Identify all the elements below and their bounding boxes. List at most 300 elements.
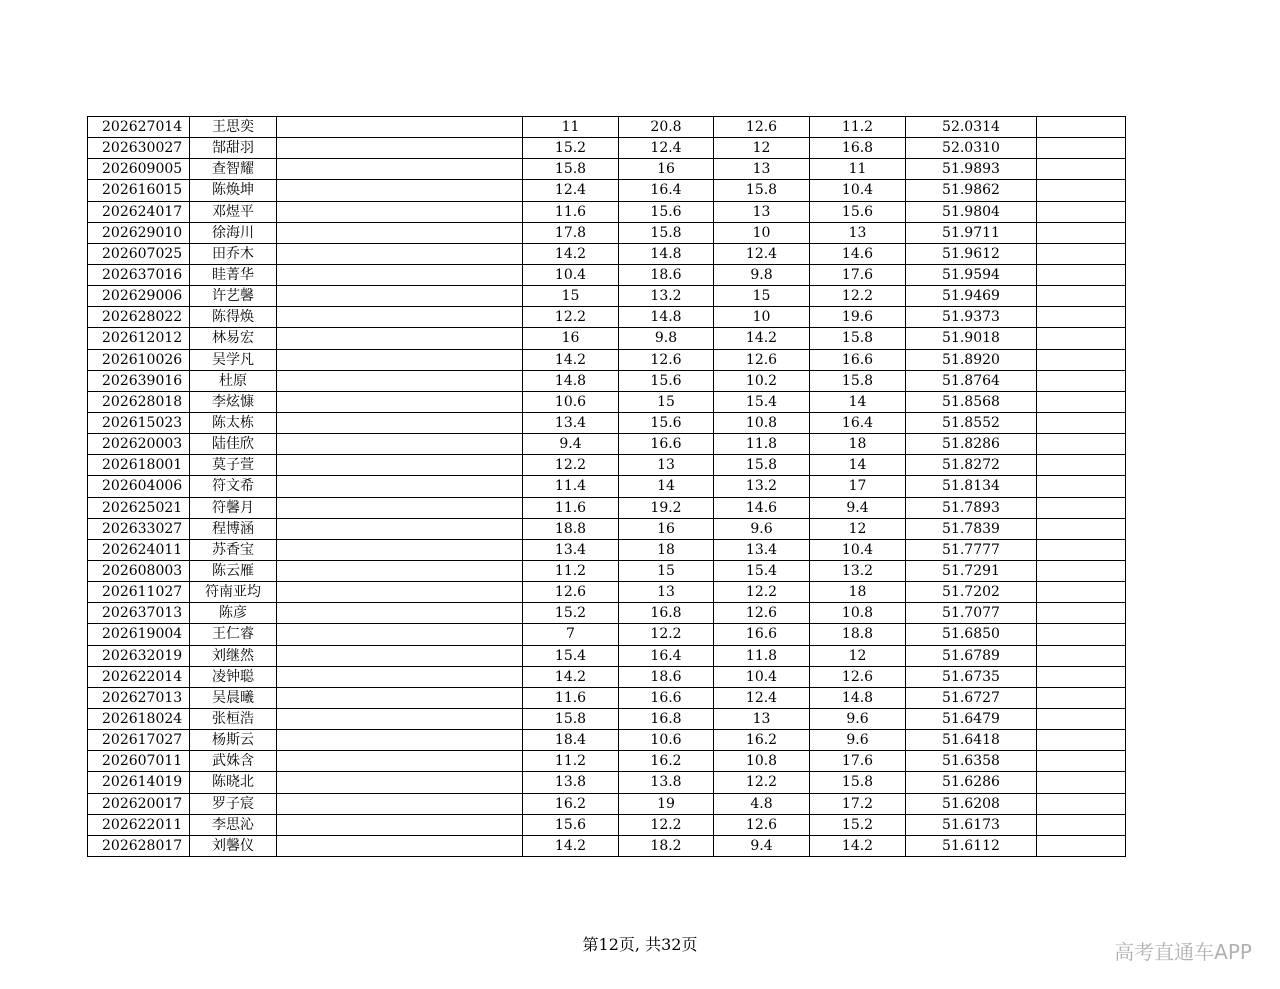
score-cell-1: 12.2: [523, 307, 619, 328]
blank-cell: [277, 349, 523, 370]
remark-cell: [1037, 391, 1126, 412]
score-cell-1: 7: [523, 624, 619, 645]
score-cell-3: 14.2: [714, 328, 810, 349]
remark-cell: [1037, 518, 1126, 539]
score-cell-4: 18: [810, 582, 906, 603]
remark-cell: [1037, 222, 1126, 243]
table-row: [88, 117, 1126, 138]
remark-cell: [1037, 582, 1126, 603]
blank-cell: [277, 222, 523, 243]
score-cell-3: 9.6: [714, 518, 810, 539]
score-cell-3: 10.8: [714, 751, 810, 772]
blank-cell: [277, 264, 523, 285]
score-cell-4: 11: [810, 159, 906, 180]
score-cell-2: 16.2: [619, 751, 714, 772]
score-cell-3: 12.4: [714, 243, 810, 264]
score-cell-3: 12: [714, 138, 810, 159]
score-cell-4: 14.6: [810, 243, 906, 264]
score-cell-1: 14.2: [523, 835, 619, 856]
score-cell-2: 16.4: [619, 645, 714, 666]
remark-cell: [1037, 159, 1126, 180]
score-cell-3: 11.8: [714, 434, 810, 455]
table-body: [88, 117, 1126, 857]
score-cell-1: 9.4: [523, 434, 619, 455]
table-row: [88, 138, 1126, 159]
table-row: [88, 539, 1126, 560]
table-row: [88, 201, 1126, 222]
student-id-cell: 202618001: [88, 455, 190, 476]
score-cell-2: 15.6: [619, 370, 714, 391]
score-cell-4: 10.8: [810, 603, 906, 624]
score-cell-3: 15.8: [714, 455, 810, 476]
total-score-cell: 51.9373: [906, 307, 1037, 328]
score-cell-2: 16: [619, 518, 714, 539]
remark-cell: [1037, 264, 1126, 285]
score-cell-2: 18.6: [619, 264, 714, 285]
score-cell-1: 18.8: [523, 518, 619, 539]
blank-cell: [277, 497, 523, 518]
score-cell-2: 16.6: [619, 687, 714, 708]
score-cell-4: 17: [810, 476, 906, 497]
score-cell-3: 13.4: [714, 539, 810, 560]
score-cell-4: 15.6: [810, 201, 906, 222]
score-cell-3: 13: [714, 708, 810, 729]
blank-cell: [277, 412, 523, 433]
student-name-cell: 王仁睿: [190, 624, 277, 645]
total-score-cell: 51.8134: [906, 476, 1037, 497]
remark-cell: [1037, 730, 1126, 751]
total-score-cell: 51.7777: [906, 539, 1037, 560]
student-name-cell: 李炫慷: [190, 391, 277, 412]
student-name-cell: 杜原: [190, 370, 277, 391]
score-cell-1: 15.2: [523, 138, 619, 159]
student-id-cell: 202612012: [88, 328, 190, 349]
student-name-cell: 邓煜平: [190, 201, 277, 222]
total-score-cell: 51.9469: [906, 286, 1037, 307]
student-id-cell: 202611027: [88, 582, 190, 603]
score-cell-3: 13.2: [714, 476, 810, 497]
page-number: 第12页, 共32页: [582, 935, 698, 954]
score-cell-1: 12.4: [523, 180, 619, 201]
student-name-cell: 凌钟聪: [190, 666, 277, 687]
score-cell-1: 12.6: [523, 582, 619, 603]
remark-cell: [1037, 666, 1126, 687]
blank-cell: [277, 476, 523, 497]
student-id-cell: 202628018: [88, 391, 190, 412]
blank-cell: [277, 582, 523, 603]
student-id-cell: 202608003: [88, 560, 190, 581]
score-cell-3: 13: [714, 159, 810, 180]
remark-cell: [1037, 434, 1126, 455]
student-id-cell: 202627014: [88, 117, 190, 138]
score-cell-2: 16.8: [619, 603, 714, 624]
score-cell-2: 15: [619, 391, 714, 412]
remark-cell: [1037, 349, 1126, 370]
student-name-cell: 张桓浩: [190, 708, 277, 729]
score-cell-1: 14.2: [523, 349, 619, 370]
student-id-cell: 202639016: [88, 370, 190, 391]
remark-cell: [1037, 243, 1126, 264]
score-cell-4: 15.8: [810, 772, 906, 793]
score-cell-3: 14.6: [714, 497, 810, 518]
table-row: [88, 666, 1126, 687]
student-id-cell: 202620017: [88, 793, 190, 814]
table-row: [88, 560, 1126, 581]
student-name-cell: 符南亚均: [190, 582, 277, 603]
student-id-cell: 202609005: [88, 159, 190, 180]
blank-cell: [277, 772, 523, 793]
table-row: [88, 349, 1126, 370]
score-cell-2: 16: [619, 159, 714, 180]
score-cell-3: 11.8: [714, 645, 810, 666]
score-cell-2: 18.6: [619, 666, 714, 687]
score-cell-4: 10.4: [810, 180, 906, 201]
student-id-cell: 202620003: [88, 434, 190, 455]
score-cell-4: 13.2: [810, 560, 906, 581]
score-cell-3: 12.6: [714, 117, 810, 138]
blank-cell: [277, 687, 523, 708]
score-cell-4: 18.8: [810, 624, 906, 645]
score-cell-2: 13: [619, 582, 714, 603]
total-score-cell: 51.8764: [906, 370, 1037, 391]
student-name-cell: 许艺馨: [190, 286, 277, 307]
blank-cell: [277, 645, 523, 666]
score-cell-4: 10.4: [810, 539, 906, 560]
score-cell-3: 15: [714, 286, 810, 307]
total-score-cell: 51.9893: [906, 159, 1037, 180]
blank-cell: [277, 159, 523, 180]
table-row: [88, 307, 1126, 328]
table-row: [88, 434, 1126, 455]
blank-cell: [277, 180, 523, 201]
score-cell-1: 18.4: [523, 730, 619, 751]
remark-cell: [1037, 624, 1126, 645]
student-name-cell: 符馨月: [190, 497, 277, 518]
table-row: [88, 391, 1126, 412]
student-name-cell: 杨斯云: [190, 730, 277, 751]
table-row: [88, 497, 1126, 518]
score-cell-2: 12.4: [619, 138, 714, 159]
remark-cell: [1037, 645, 1126, 666]
student-id-cell: 202616015: [88, 180, 190, 201]
total-score-cell: 51.7893: [906, 497, 1037, 518]
blank-cell: [277, 814, 523, 835]
table-row: [88, 412, 1126, 433]
remark-cell: [1037, 793, 1126, 814]
student-name-cell: 罗子宸: [190, 793, 277, 814]
student-id-cell: 202630027: [88, 138, 190, 159]
score-cell-1: 11.2: [523, 751, 619, 772]
student-id-cell: 202604006: [88, 476, 190, 497]
score-cell-2: 14.8: [619, 307, 714, 328]
score-cell-2: 10.6: [619, 730, 714, 751]
student-id-cell: 202619004: [88, 624, 190, 645]
score-cell-1: 11.4: [523, 476, 619, 497]
student-name-cell: 符文希: [190, 476, 277, 497]
score-cell-1: 11: [523, 117, 619, 138]
score-cell-2: 14: [619, 476, 714, 497]
blank-cell: [277, 624, 523, 645]
score-cell-4: 17.6: [810, 751, 906, 772]
table-row: [88, 264, 1126, 285]
score-cell-2: 18.2: [619, 835, 714, 856]
student-id-cell: 202617027: [88, 730, 190, 751]
student-id-cell: 202629010: [88, 222, 190, 243]
remark-cell: [1037, 476, 1126, 497]
blank-cell: [277, 434, 523, 455]
score-cell-2: 13.8: [619, 772, 714, 793]
table-row: [88, 328, 1126, 349]
total-score-cell: 51.6286: [906, 772, 1037, 793]
score-cell-2: 18: [619, 539, 714, 560]
blank-cell: [277, 117, 523, 138]
blank-cell: [277, 307, 523, 328]
total-score-cell: 51.6208: [906, 793, 1037, 814]
total-score-cell: 51.9612: [906, 243, 1037, 264]
student-id-cell: 202628022: [88, 307, 190, 328]
score-cell-3: 12.2: [714, 582, 810, 603]
score-cell-4: 12.2: [810, 286, 906, 307]
student-name-cell: 陈云雁: [190, 560, 277, 581]
total-score-cell: 51.6789: [906, 645, 1037, 666]
student-name-cell: 林易宏: [190, 328, 277, 349]
score-cell-1: 14.2: [523, 243, 619, 264]
remark-cell: [1037, 286, 1126, 307]
table-row: [88, 645, 1126, 666]
blank-cell: [277, 730, 523, 751]
score-cell-2: 15.8: [619, 222, 714, 243]
total-score-cell: 51.9862: [906, 180, 1037, 201]
score-cell-1: 11.6: [523, 687, 619, 708]
table-row: [88, 476, 1126, 497]
score-cell-2: 12.2: [619, 624, 714, 645]
score-cell-1: 11.6: [523, 497, 619, 518]
total-score-cell: 51.9594: [906, 264, 1037, 285]
score-cell-1: 15.4: [523, 645, 619, 666]
total-score-cell: 51.6735: [906, 666, 1037, 687]
score-cell-4: 14: [810, 455, 906, 476]
score-cell-3: 10.4: [714, 666, 810, 687]
score-cell-3: 12.6: [714, 603, 810, 624]
remark-cell: [1037, 560, 1126, 581]
blank-cell: [277, 835, 523, 856]
student-id-cell: 202614019: [88, 772, 190, 793]
score-cell-3: 15.4: [714, 560, 810, 581]
total-score-cell: 51.6727: [906, 687, 1037, 708]
score-cell-3: 16.2: [714, 730, 810, 751]
score-cell-1: 11.6: [523, 201, 619, 222]
total-score-cell: 51.6173: [906, 814, 1037, 835]
remark-cell: [1037, 201, 1126, 222]
student-name-cell: 郜甜羽: [190, 138, 277, 159]
total-score-cell: 51.7839: [906, 518, 1037, 539]
total-score-cell: 51.9804: [906, 201, 1037, 222]
score-cell-1: 13.4: [523, 412, 619, 433]
remark-cell: [1037, 307, 1126, 328]
table-row: [88, 751, 1126, 772]
blank-cell: [277, 328, 523, 349]
score-cell-4: 9.4: [810, 497, 906, 518]
blank-cell: [277, 286, 523, 307]
student-id-cell: 202627013: [88, 687, 190, 708]
score-cell-4: 11.2: [810, 117, 906, 138]
score-cell-2: 16.6: [619, 434, 714, 455]
student-id-cell: 202610026: [88, 349, 190, 370]
student-name-cell: 刘馨仪: [190, 835, 277, 856]
score-cell-3: 10.2: [714, 370, 810, 391]
table-row: [88, 835, 1126, 856]
total-score-cell: 51.6479: [906, 708, 1037, 729]
score-cell-1: 15: [523, 286, 619, 307]
score-cell-1: 10.4: [523, 264, 619, 285]
student-id-cell: 202622014: [88, 666, 190, 687]
student-name-cell: 眭菁华: [190, 264, 277, 285]
student-id-cell: 202618024: [88, 708, 190, 729]
student-id-cell: 202625021: [88, 497, 190, 518]
score-cell-4: 12.6: [810, 666, 906, 687]
score-cell-4: 19.6: [810, 307, 906, 328]
student-name-cell: 陈焕坤: [190, 180, 277, 201]
score-cell-1: 12.2: [523, 455, 619, 476]
blank-cell: [277, 666, 523, 687]
student-name-cell: 刘继然: [190, 645, 277, 666]
score-cell-4: 14.2: [810, 835, 906, 856]
score-cell-4: 13: [810, 222, 906, 243]
score-cell-3: 12.6: [714, 349, 810, 370]
score-cell-1: 16: [523, 328, 619, 349]
score-cell-2: 16.8: [619, 708, 714, 729]
table-row: [88, 708, 1126, 729]
blank-cell: [277, 201, 523, 222]
score-cell-3: 9.4: [714, 835, 810, 856]
student-name-cell: 李思沁: [190, 814, 277, 835]
score-cell-4: 16.6: [810, 349, 906, 370]
score-cell-2: 20.8: [619, 117, 714, 138]
remark-cell: [1037, 138, 1126, 159]
score-cell-4: 15.8: [810, 370, 906, 391]
score-cell-4: 14.8: [810, 687, 906, 708]
remark-cell: [1037, 370, 1126, 391]
table-row: [88, 687, 1126, 708]
total-score-cell: 51.8552: [906, 412, 1037, 433]
table-row: [88, 370, 1126, 391]
score-cell-3: 10: [714, 307, 810, 328]
score-cell-4: 9.6: [810, 730, 906, 751]
student-id-cell: 202624011: [88, 539, 190, 560]
score-cell-2: 14.8: [619, 243, 714, 264]
total-score-cell: 51.6850: [906, 624, 1037, 645]
student-id-cell: 202607011: [88, 751, 190, 772]
student-id-cell: 202624017: [88, 201, 190, 222]
table-row: [88, 243, 1126, 264]
table-row: [88, 624, 1126, 645]
blank-cell: [277, 370, 523, 391]
score-cell-1: 14.2: [523, 666, 619, 687]
blank-cell: [277, 391, 523, 412]
student-name-cell: 吴学凡: [190, 349, 277, 370]
student-id-cell: 202637013: [88, 603, 190, 624]
score-cell-3: 4.8: [714, 793, 810, 814]
remark-cell: [1037, 117, 1126, 138]
score-cell-4: 16.8: [810, 138, 906, 159]
student-id-cell: 202633027: [88, 518, 190, 539]
student-name-cell: 武姝含: [190, 751, 277, 772]
total-score-cell: 51.8568: [906, 391, 1037, 412]
remark-cell: [1037, 412, 1126, 433]
score-cell-1: 15.8: [523, 159, 619, 180]
total-score-cell: 51.7202: [906, 582, 1037, 603]
score-cell-2: 13.2: [619, 286, 714, 307]
score-cell-2: 15.6: [619, 201, 714, 222]
table-row: [88, 518, 1126, 539]
total-score-cell: 52.0314: [906, 117, 1037, 138]
blank-cell: [277, 751, 523, 772]
student-name-cell: 田乔木: [190, 243, 277, 264]
table-row: [88, 455, 1126, 476]
table-row: [88, 793, 1126, 814]
blank-cell: [277, 603, 523, 624]
score-cell-3: 15.8: [714, 180, 810, 201]
score-cell-2: 16.4: [619, 180, 714, 201]
student-id-cell: 202607025: [88, 243, 190, 264]
blank-cell: [277, 539, 523, 560]
student-name-cell: 陈太栋: [190, 412, 277, 433]
table-row: [88, 180, 1126, 201]
student-id-cell: 202622011: [88, 814, 190, 835]
score-cell-4: 18: [810, 434, 906, 455]
remark-cell: [1037, 751, 1126, 772]
student-name-cell: 莫子萱: [190, 455, 277, 476]
total-score-cell: 52.0310: [906, 138, 1037, 159]
table-row: [88, 286, 1126, 307]
remark-cell: [1037, 180, 1126, 201]
table-row: [88, 730, 1126, 751]
student-name-cell: 陆佳欣: [190, 434, 277, 455]
student-name-cell: 陈得焕: [190, 307, 277, 328]
student-id-cell: 202637016: [88, 264, 190, 285]
score-cell-4: 12: [810, 645, 906, 666]
watermark-logo-text: 高考直通车APP: [1114, 940, 1252, 964]
score-cell-3: 12.6: [714, 814, 810, 835]
score-cell-2: 9.8: [619, 328, 714, 349]
score-cell-2: 19: [619, 793, 714, 814]
score-cell-4: 17.6: [810, 264, 906, 285]
total-score-cell: 51.8920: [906, 349, 1037, 370]
blank-cell: [277, 243, 523, 264]
remark-cell: [1037, 455, 1126, 476]
total-score-cell: 51.9018: [906, 328, 1037, 349]
total-score-cell: 51.6358: [906, 751, 1037, 772]
score-cell-3: 16.6: [714, 624, 810, 645]
blank-cell: [277, 138, 523, 159]
student-name-cell: 徐海川: [190, 222, 277, 243]
student-name-cell: 陈晓北: [190, 772, 277, 793]
table-row: [88, 772, 1126, 793]
score-cell-1: 15.6: [523, 814, 619, 835]
table-row: [88, 814, 1126, 835]
student-id-cell: 202632019: [88, 645, 190, 666]
score-cell-4: 12: [810, 518, 906, 539]
blank-cell: [277, 793, 523, 814]
score-cell-4: 14: [810, 391, 906, 412]
score-cell-3: 10.8: [714, 412, 810, 433]
blank-cell: [277, 518, 523, 539]
score-cell-4: 9.6: [810, 708, 906, 729]
table-row: [88, 582, 1126, 603]
score-cell-1: 17.8: [523, 222, 619, 243]
table-row: [88, 159, 1126, 180]
remark-cell: [1037, 835, 1126, 856]
